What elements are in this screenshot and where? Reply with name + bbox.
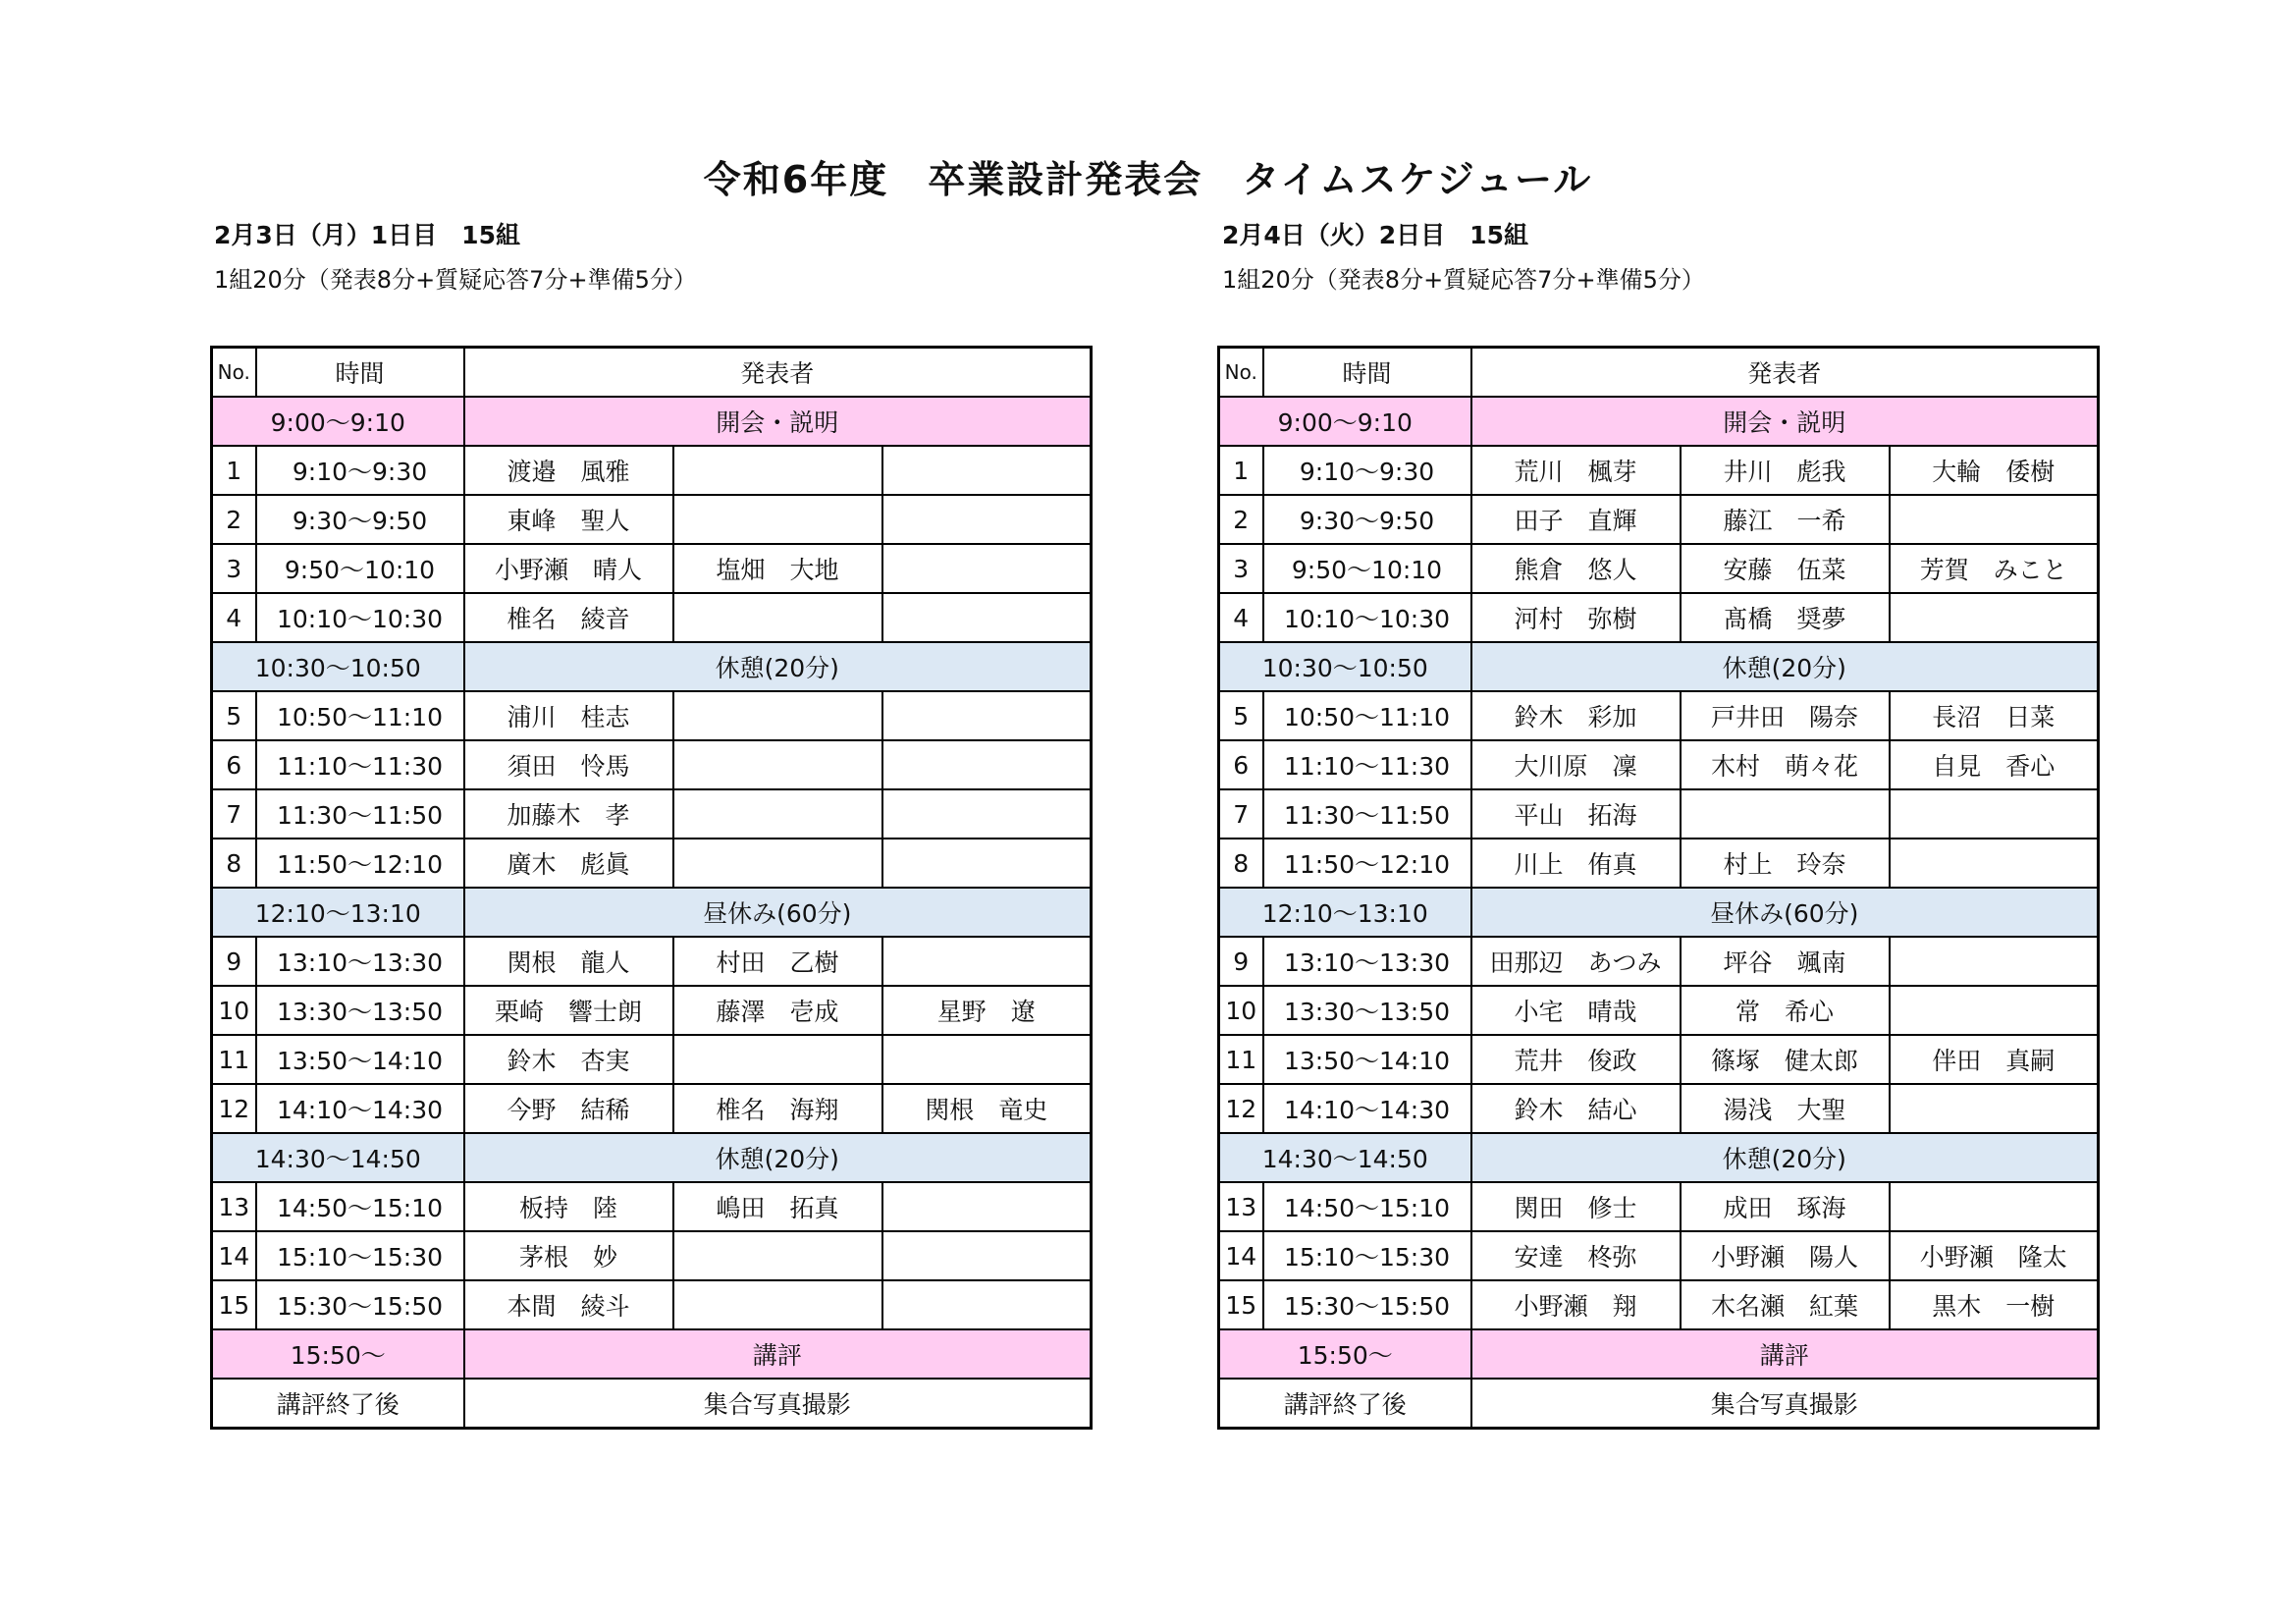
slot-time: 14:10～14:30 — [256, 1084, 464, 1133]
event-label: 講評 — [1471, 1329, 2099, 1379]
presenter-1: 小野瀬 晴人 — [464, 544, 673, 593]
presenter-3: 星野 遼 — [882, 986, 1092, 1035]
slot-number: 1 — [212, 446, 256, 495]
presenter-3 — [882, 789, 1092, 839]
presenter-3: 関根 竜史 — [882, 1084, 1092, 1133]
table-row — [212, 1084, 1092, 1133]
presenter-1: 須田 怜馬 — [464, 740, 673, 789]
slot-time: 10:10～10:30 — [1263, 593, 1471, 642]
table-row — [1219, 1182, 2099, 1231]
presenter-2 — [1681, 789, 1890, 839]
presenter-3 — [882, 1035, 1092, 1084]
presenter-2: 髙橋 奨夢 — [1681, 593, 1890, 642]
presenter-2: 安藤 伍菜 — [1681, 544, 1890, 593]
presenter-1: 河村 弥樹 — [1471, 593, 1681, 642]
presenter-1: 今野 結稀 — [464, 1084, 673, 1133]
table-row — [212, 1182, 1092, 1231]
table-row — [1219, 691, 2099, 740]
event-time: 14:30～14:50 — [1219, 1133, 1471, 1182]
event-time: 10:30～10:50 — [1219, 642, 1471, 691]
day2-heading: 2月4日（火）2日目 15組 — [1222, 221, 1528, 249]
presenter-2: 木名瀬 紅葉 — [1681, 1280, 1890, 1329]
slot-time: 9:30～9:50 — [256, 495, 464, 544]
presenter-1: 熊倉 悠人 — [1471, 544, 1681, 593]
table-row — [1219, 789, 2099, 839]
presenter-2 — [673, 839, 882, 888]
day2-subheading: 1組20分（発表8分+質疑応答7分+準備5分） — [1222, 266, 1705, 294]
table-row — [212, 740, 1092, 789]
presenter-3: 芳賀 みこと — [1890, 544, 2099, 593]
table-row — [212, 986, 1092, 1035]
presenter-2 — [673, 446, 882, 495]
table-row — [212, 495, 1092, 544]
slot-number: 10 — [1219, 986, 1263, 1035]
slot-number: 3 — [212, 544, 256, 593]
event-time: 講評終了後 — [212, 1379, 464, 1429]
presenter-3 — [1890, 986, 2099, 1035]
table-row — [1219, 1035, 2099, 1084]
table-row — [1219, 544, 2099, 593]
table-row — [1219, 593, 2099, 642]
presenter-3 — [1890, 495, 2099, 544]
table-row — [1219, 986, 2099, 1035]
event-time: 10:30～10:50 — [212, 642, 464, 691]
event-label: 休憩(20分) — [1471, 642, 2099, 691]
event-row — [1219, 888, 2099, 937]
slot-time: 9:10～9:30 — [1263, 446, 1471, 495]
slot-number: 14 — [212, 1231, 256, 1280]
slot-time: 11:10～11:30 — [256, 740, 464, 789]
slot-time: 11:50～12:10 — [1263, 839, 1471, 888]
slot-number: 8 — [1219, 839, 1263, 888]
slot-time: 14:10～14:30 — [1263, 1084, 1471, 1133]
presenter-1: 平山 拓海 — [1471, 789, 1681, 839]
presenter-1: 大川原 凜 — [1471, 740, 1681, 789]
table-row — [212, 1035, 1092, 1084]
event-label: 昼休み(60分) — [1471, 888, 2099, 937]
event-time: 15:50～ — [212, 1329, 464, 1379]
event-time: 12:10～13:10 — [1219, 888, 1471, 937]
presenter-1: 加藤木 孝 — [464, 789, 673, 839]
slot-number: 9 — [1219, 937, 1263, 986]
presenter-3 — [882, 1231, 1092, 1280]
presenter-3: 自見 香心 — [1890, 740, 2099, 789]
slot-time: 11:30～11:50 — [1263, 789, 1471, 839]
table-row — [1219, 1084, 2099, 1133]
slot-time: 13:10～13:30 — [1263, 937, 1471, 986]
presenter-1: 安達 柊弥 — [1471, 1231, 1681, 1280]
slot-time: 10:10～10:30 — [256, 593, 464, 642]
presenter-1: 関根 龍人 — [464, 937, 673, 986]
table-row — [1219, 937, 2099, 986]
slot-number: 9 — [212, 937, 256, 986]
presenter-1: 小宅 晴哉 — [1471, 986, 1681, 1035]
slot-time: 9:50～10:10 — [256, 544, 464, 593]
table-row — [212, 839, 1092, 888]
presenter-2: 湯浅 大聖 — [1681, 1084, 1890, 1133]
presenter-2 — [673, 789, 882, 839]
presenter-3: 黒木 一樹 — [1890, 1280, 2099, 1329]
presenter-1: 田子 直輝 — [1471, 495, 1681, 544]
slot-time: 9:50～10:10 — [1263, 544, 1471, 593]
presenter-2 — [673, 691, 882, 740]
slot-time: 13:50～14:10 — [1263, 1035, 1471, 1084]
slot-time: 14:50～15:10 — [1263, 1182, 1471, 1231]
presenter-2: 坪谷 颯南 — [1681, 937, 1890, 986]
presenter-2 — [673, 1280, 882, 1329]
header-no: No. — [1219, 348, 1263, 398]
table-row — [1219, 1231, 2099, 1280]
slot-time: 13:50～14:10 — [256, 1035, 464, 1084]
event-time: 14:30～14:50 — [212, 1133, 464, 1182]
event-label: 休憩(20分) — [464, 1133, 1092, 1182]
event-time: 講評終了後 — [1219, 1379, 1471, 1429]
slot-number: 5 — [1219, 691, 1263, 740]
table-row — [1219, 446, 2099, 495]
slot-number: 11 — [212, 1035, 256, 1084]
presenter-3 — [882, 1182, 1092, 1231]
event-label: 集合写真撮影 — [1471, 1379, 2099, 1429]
presenter-1: 東峰 聖人 — [464, 495, 673, 544]
slot-number: 3 — [1219, 544, 1263, 593]
presenter-1: 椎名 綾音 — [464, 593, 673, 642]
event-row — [212, 397, 1092, 446]
presenter-1: 廣木 彪眞 — [464, 839, 673, 888]
presenter-3 — [882, 740, 1092, 789]
table-row — [212, 691, 1092, 740]
presenter-2 — [673, 495, 882, 544]
table-row — [1219, 839, 2099, 888]
presenter-3 — [882, 446, 1092, 495]
event-row — [212, 888, 1092, 937]
table-row — [212, 446, 1092, 495]
table-row — [212, 1231, 1092, 1280]
presenter-1: 鈴木 結心 — [1471, 1084, 1681, 1133]
presenter-3 — [1890, 1182, 2099, 1231]
event-label: 開会・説明 — [1471, 397, 2099, 446]
event-row — [1219, 1329, 2099, 1379]
presenter-2: 常 希心 — [1681, 986, 1890, 1035]
slot-time: 13:30～13:50 — [1263, 986, 1471, 1035]
presenter-3 — [1890, 937, 2099, 986]
presenter-3 — [882, 495, 1092, 544]
event-time: 15:50～ — [1219, 1329, 1471, 1379]
presenter-1: 川上 侑真 — [1471, 839, 1681, 888]
day1-subheading: 1組20分（発表8分+質疑応答7分+準備5分） — [214, 266, 697, 294]
slot-time: 9:10～9:30 — [256, 446, 464, 495]
presenter-2: 村田 乙樹 — [673, 937, 882, 986]
slot-time: 14:50～15:10 — [256, 1182, 464, 1231]
slot-number: 4 — [1219, 593, 1263, 642]
table-row — [1219, 740, 2099, 789]
slot-number: 7 — [1219, 789, 1263, 839]
event-row — [212, 642, 1092, 691]
slot-time: 11:10～11:30 — [1263, 740, 1471, 789]
presenter-1: 板持 陸 — [464, 1182, 673, 1231]
event-label: 休憩(20分) — [1471, 1133, 2099, 1182]
presenter-2 — [673, 1231, 882, 1280]
header-presenter: 発表者 — [1471, 348, 2099, 398]
slot-number: 10 — [212, 986, 256, 1035]
presenter-1: 田那辺 あつみ — [1471, 937, 1681, 986]
slot-number: 2 — [212, 495, 256, 544]
event-label: 講評 — [464, 1329, 1092, 1379]
event-row — [1219, 642, 2099, 691]
presenter-3 — [882, 1280, 1092, 1329]
slot-time: 13:10～13:30 — [256, 937, 464, 986]
presenter-2: 塩畑 大地 — [673, 544, 882, 593]
presenter-2 — [673, 593, 882, 642]
slot-time: 10:50～11:10 — [256, 691, 464, 740]
presenter-3 — [882, 937, 1092, 986]
page-title: 令和6年度 卒業設計発表会 タイムスケジュール — [703, 158, 1593, 201]
presenter-1: 荒井 俊政 — [1471, 1035, 1681, 1084]
slot-number: 5 — [212, 691, 256, 740]
event-label: 休憩(20分) — [464, 642, 1092, 691]
presenter-3 — [882, 691, 1092, 740]
presenter-3 — [1890, 593, 2099, 642]
header-presenter: 発表者 — [464, 348, 1092, 398]
event-label: 昼休み(60分) — [464, 888, 1092, 937]
slot-time: 13:30～13:50 — [256, 986, 464, 1035]
slot-number: 1 — [1219, 446, 1263, 495]
presenter-3 — [882, 544, 1092, 593]
event-label: 集合写真撮影 — [464, 1379, 1092, 1429]
slot-number: 13 — [1219, 1182, 1263, 1231]
table-row — [1219, 495, 2099, 544]
event-time: 9:00～9:10 — [212, 397, 464, 446]
presenter-1: 鈴木 杏実 — [464, 1035, 673, 1084]
slot-time: 15:10～15:30 — [1263, 1231, 1471, 1280]
slot-number: 7 — [212, 789, 256, 839]
presenter-2 — [673, 740, 882, 789]
header-time: 時間 — [256, 348, 464, 398]
event-time: 12:10～13:10 — [212, 888, 464, 937]
event-time: 9:00～9:10 — [1219, 397, 1471, 446]
presenter-3 — [882, 839, 1092, 888]
slot-number: 4 — [212, 593, 256, 642]
slot-time: 9:30～9:50 — [1263, 495, 1471, 544]
slot-number: 14 — [1219, 1231, 1263, 1280]
presenter-2: 井川 彪我 — [1681, 446, 1890, 495]
slot-time: 15:30～15:50 — [1263, 1280, 1471, 1329]
day1-heading: 2月3日（月）1日目 15組 — [214, 221, 520, 249]
slot-number: 6 — [1219, 740, 1263, 789]
presenter-1: 荒川 楓芽 — [1471, 446, 1681, 495]
slot-time: 15:30～15:50 — [256, 1280, 464, 1329]
presenter-2: 村上 玲奈 — [1681, 839, 1890, 888]
slot-number: 12 — [212, 1084, 256, 1133]
header-time: 時間 — [1263, 348, 1471, 398]
presenter-3: 伴田 真嗣 — [1890, 1035, 2099, 1084]
presenter-1: 茅根 妙 — [464, 1231, 673, 1280]
table-row — [1219, 1280, 2099, 1329]
slot-number: 12 — [1219, 1084, 1263, 1133]
header-no: No. — [212, 348, 256, 398]
presenter-3 — [1890, 839, 2099, 888]
table-row — [212, 937, 1092, 986]
event-row — [1219, 1379, 2099, 1429]
slot-time: 11:50～12:10 — [256, 839, 464, 888]
slot-time: 11:30～11:50 — [256, 789, 464, 839]
slot-time: 15:10～15:30 — [256, 1231, 464, 1280]
presenter-3 — [1890, 789, 2099, 839]
day2-schedule-table — [1217, 346, 2100, 1430]
presenter-2 — [673, 1035, 882, 1084]
presenter-2: 小野瀬 陽人 — [1681, 1231, 1890, 1280]
table-row — [212, 789, 1092, 839]
presenter-1: 浦川 桂志 — [464, 691, 673, 740]
presenter-3: 小野瀬 隆太 — [1890, 1231, 2099, 1280]
presenter-1: 渡邉 風雅 — [464, 446, 673, 495]
table-row — [212, 593, 1092, 642]
presenter-3 — [1890, 1084, 2099, 1133]
slot-number: 2 — [1219, 495, 1263, 544]
presenter-1: 小野瀬 翔 — [1471, 1280, 1681, 1329]
presenter-2: 成田 琢海 — [1681, 1182, 1890, 1231]
presenter-2: 椎名 海翔 — [673, 1084, 882, 1133]
table-row — [212, 544, 1092, 593]
event-row — [212, 1329, 1092, 1379]
presenter-2: 藤澤 壱成 — [673, 986, 882, 1035]
event-row — [1219, 1133, 2099, 1182]
presenter-3: 大輪 倭樹 — [1890, 446, 2099, 495]
presenter-1: 鈴木 彩加 — [1471, 691, 1681, 740]
presenter-1: 栗崎 響士朗 — [464, 986, 673, 1035]
event-row — [212, 1379, 1092, 1429]
event-row — [212, 1133, 1092, 1182]
event-row — [1219, 397, 2099, 446]
slot-number: 6 — [212, 740, 256, 789]
slot-number: 11 — [1219, 1035, 1263, 1084]
event-label: 開会・説明 — [464, 397, 1092, 446]
presenter-2: 嶋田 拓真 — [673, 1182, 882, 1231]
presenter-3: 長沼 日菜 — [1890, 691, 2099, 740]
presenter-2: 木村 萌々花 — [1681, 740, 1890, 789]
day1-schedule-table — [210, 346, 1093, 1430]
slot-number: 8 — [212, 839, 256, 888]
presenter-3 — [882, 593, 1092, 642]
presenter-1: 関田 修士 — [1471, 1182, 1681, 1231]
presenter-2: 藤江 一希 — [1681, 495, 1890, 544]
presenter-2: 篠塚 健太郎 — [1681, 1035, 1890, 1084]
slot-number: 15 — [212, 1280, 256, 1329]
presenter-1: 本間 綾斗 — [464, 1280, 673, 1329]
slot-time: 10:50～11:10 — [1263, 691, 1471, 740]
slot-number: 13 — [212, 1182, 256, 1231]
slot-number: 15 — [1219, 1280, 1263, 1329]
presenter-2: 戸井田 陽奈 — [1681, 691, 1890, 740]
table-row — [212, 1280, 1092, 1329]
